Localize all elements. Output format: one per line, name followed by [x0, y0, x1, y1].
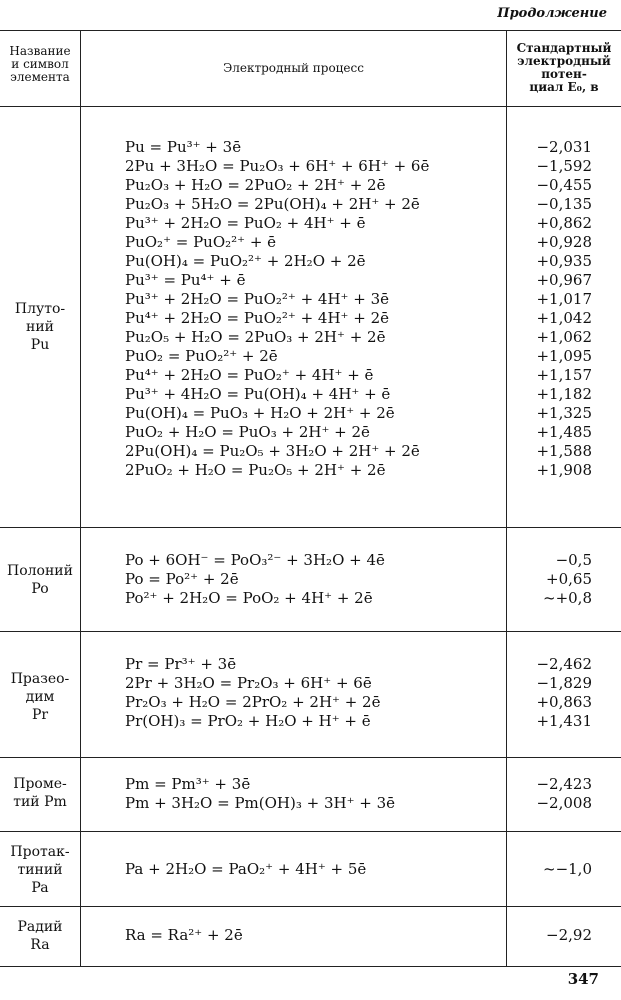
section-rule-pa	[0, 906, 621, 907]
potentials-plutonium: −2,031 −1,592 −0,455 −0,135 +0,862 +0,928 +0,935 +0,967 +1,017 +1,042 +1,062 +1,095 +1,157 +1,182 +1,325 +1,485 +1,588 +1,908	[536, 138, 592, 479]
section-rule-pm	[0, 831, 621, 832]
continuation-label: Продолжение	[497, 6, 607, 21]
header-bottom-rule	[0, 106, 621, 107]
header-process-column: Электродный процесс	[223, 61, 364, 75]
processes-protactinium: Pa + 2H₂O = PaO₂⁺ + 4H⁺ + 5ē	[125, 860, 367, 878]
processes-praseodymium: Pr = Pr³⁺ + 3ē 2Pr + 3H₂O = Pr₂O₃ + 6H⁺ + 6ē Pr₂O₃ + H₂O = 2PrO₂ + 2H⁺ + 2ē Pr(OH)₃ = PrO₂ + H₂O + H⁺ + ē	[125, 655, 381, 730]
potentials-promethium: −2,423 −2,008	[536, 775, 592, 812]
element-name-promethium: Проме- тий Pm	[13, 776, 67, 810]
element-name-protactinium: Протак- тиний Pa	[10, 844, 70, 896]
header-name-column: Название и символ элемента	[9, 44, 71, 84]
element-name-radium: Радий Ra	[17, 919, 63, 953]
section-rule-pr	[0, 757, 621, 758]
table-top-rule	[0, 30, 621, 31]
processes-polonium: Po + 6OH⁻ = PoO₃²⁻ + 3H₂O + 4ē Po = Po²⁺ + 2ē Po²⁺ + 2H₂O = PoO₂ + 4H⁺ + 2ē	[125, 551, 385, 607]
processes-promethium: Pm = Pm³⁺ + 3ē Pm + 3H₂O = Pm(OH)₃ + 3H⁺ + 3ē	[125, 775, 396, 812]
potentials-radium: −2,92	[546, 926, 592, 944]
potentials-polonium: −0,5 +0,65 ~+0,8	[543, 551, 592, 607]
section-rule-pu	[0, 527, 621, 528]
header-potential-column: Стандартный электродный потен- циал E₀, в	[516, 41, 612, 94]
potentials-protactinium: ~−1,0	[543, 860, 592, 878]
page-number: 347	[567, 970, 599, 988]
table-bottom-rule	[0, 966, 621, 967]
element-name-polonium: Полоний Po	[7, 563, 73, 597]
processes-plutonium: Pu = Pu³⁺ + 3ē 2Pu + 3H₂O = Pu₂O₃ + 6H⁺ + 6H⁺ + 6ē Pu₂O₃ + H₂O = 2PuO₂ + 2H⁺ + 2ē Pu₂O₃ + 5H₂O = 2Pu(OH)₄ + 2H⁺ + 2ē Pu³⁺ + 2H₂O = PuO₂ + 4H⁺ + ē PuO₂⁺ = PuO₂²⁺ + ē Pu(OH)₄ = PuO₂²⁺ + 2H₂O + 2ē Pu³⁺ = Pu⁴⁺ + ē Pu³⁺ + 2H₂O = PuO₂²⁺ + 4H⁺ + 3ē Pu⁴⁺ + 2H₂O = PuO₂²⁺ + 4H⁺ + 2ē Pu₂O₅ + H₂O = 2PuO₃ + 2H⁺ + 2ē PuO₂ = PuO₂²⁺ + 2ē Pu⁴⁺ + 2H₂O = PuO₂⁺ + 4H⁺ + ē Pu³⁺ + 4H₂O = Pu(OH)₄ + 4H⁺ + ē Pu(OH)₄ = PuO₃ + H₂O + 2H⁺ + 2ē PuO₂ + H₂O = PuO₃ + 2H⁺ + 2ē 2Pu(OH)₄ = Pu₂O₅ + 3H₂O + 2H⁺ + 2ē 2PuO₂ + H₂O = Pu₂O₅ + 2H⁺ + 2ē	[125, 138, 430, 479]
potentials-praseodymium: −2,462 −1,829 +0,863 +1,431	[536, 655, 592, 730]
column-rule-left	[80, 30, 81, 966]
processes-radium: Ra = Ra²⁺ + 2ē	[125, 926, 243, 944]
section-rule-po	[0, 631, 621, 632]
element-name-plutonium: Плуто- ний Pu	[14, 301, 66, 353]
element-name-praseodymium: Празео- дим Pr	[10, 671, 70, 723]
